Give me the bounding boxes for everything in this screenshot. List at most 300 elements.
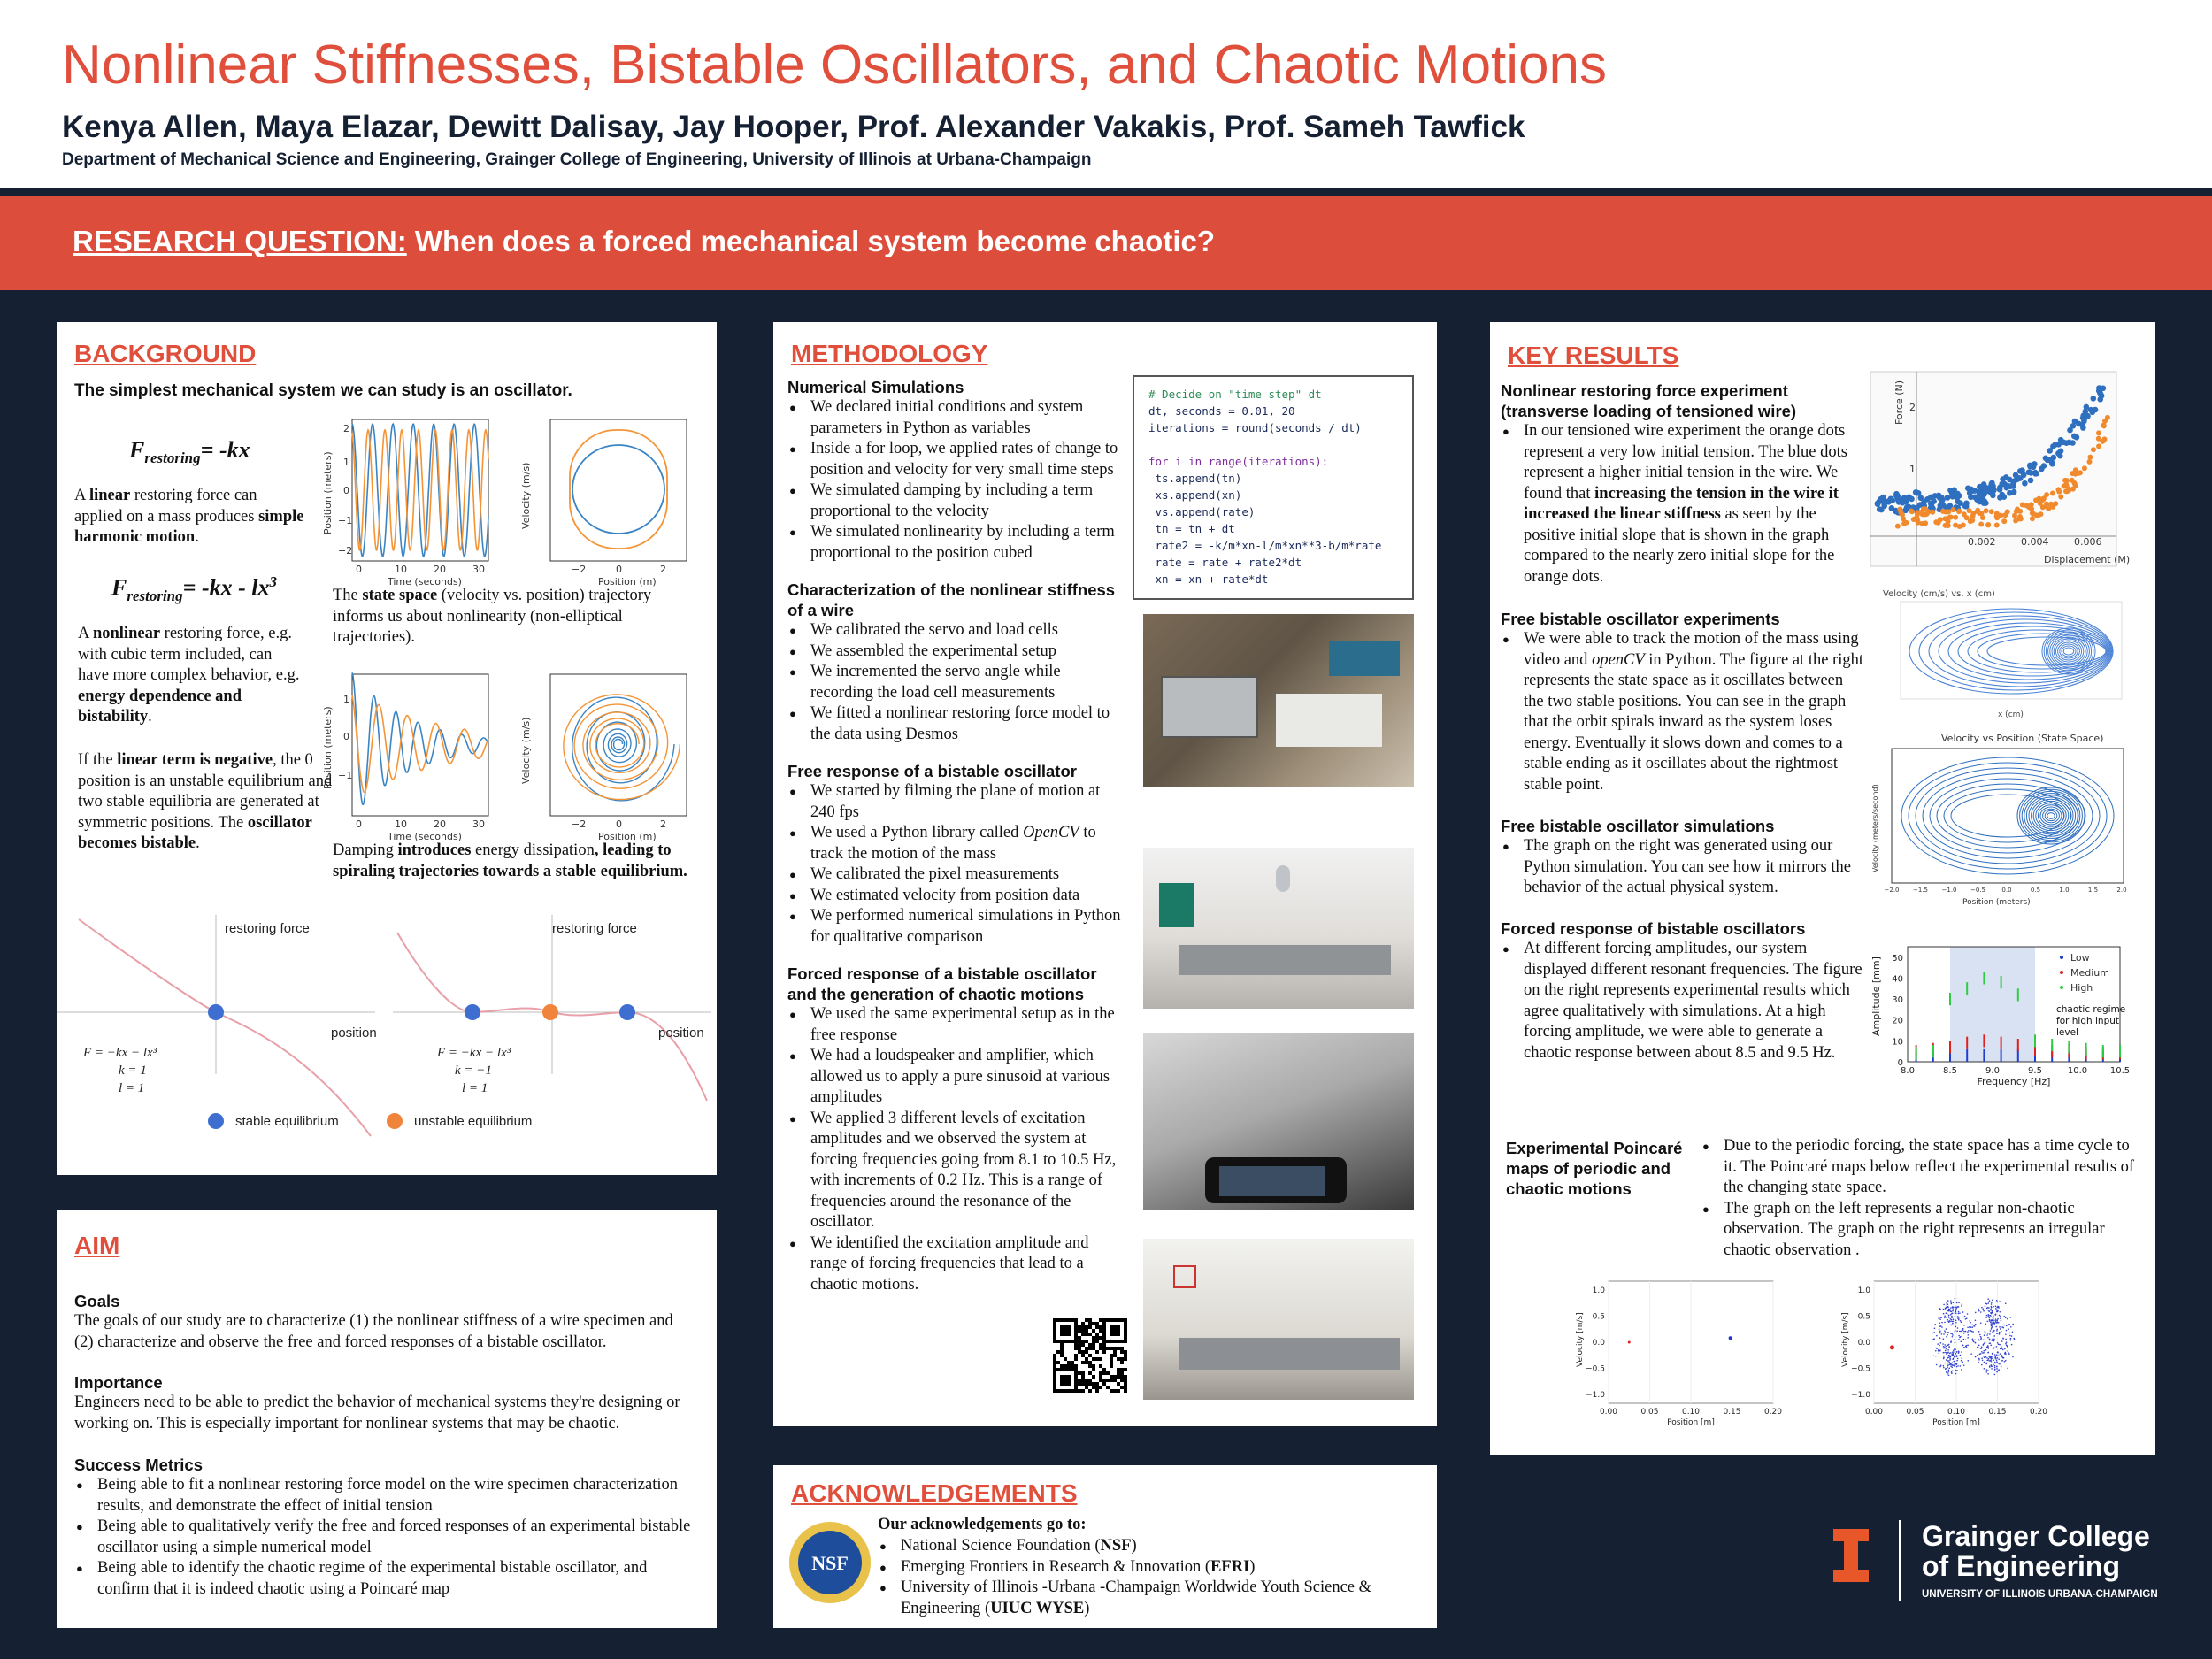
data-point	[1950, 1325, 1952, 1326]
qr-module	[1071, 1364, 1074, 1368]
data-point	[1959, 1337, 1961, 1339]
data-point	[1939, 1353, 1940, 1355]
qr-module	[1106, 1347, 1110, 1350]
svg-text:10: 10	[395, 818, 407, 830]
data-point	[2010, 1317, 2012, 1318]
qr-module	[1085, 1325, 1088, 1329]
qr-module	[1085, 1333, 1088, 1336]
list-item: ● The graph on the right was generated using our Python simulation. You can see how it mirrors the behavior of the actual physical system.	[1501, 836, 1863, 899]
linear-force-plot	[57, 915, 375, 1136]
svg-text:0: 0	[356, 564, 362, 575]
data-point	[1986, 1317, 1988, 1318]
data-point	[1909, 508, 1914, 513]
data-point	[1945, 1368, 1947, 1370]
data-point	[2070, 478, 2075, 483]
qr-module	[1117, 1371, 1120, 1375]
svg-text:l = 1: l = 1	[462, 1081, 488, 1095]
data-point	[1941, 1322, 1943, 1324]
data-point	[1939, 1325, 1941, 1327]
svg-text:0: 0	[616, 818, 622, 830]
chaotic-band	[1950, 947, 2035, 1062]
list-item: ● We used a Python library called OpenCV to track the motion of the mass	[787, 823, 1124, 864]
data-point	[1946, 1348, 1947, 1349]
data-point	[1981, 1351, 1983, 1353]
bistable-oscillator-photo	[1143, 848, 1414, 1009]
data-point	[1957, 1327, 1959, 1329]
qr-module	[1092, 1357, 1095, 1361]
y-tick-label: −0.5	[1851, 1364, 1870, 1374]
data-point	[1971, 1324, 1973, 1325]
data-point	[2012, 513, 2017, 518]
data-point	[2091, 447, 2096, 452]
data-point	[2071, 434, 2078, 440]
svg-text:Position (m): Position (m)	[598, 576, 657, 588]
qr-module	[1078, 1389, 1081, 1393]
data-point	[2101, 436, 2107, 442]
data-point	[1961, 1305, 1962, 1307]
data-point	[1947, 1332, 1949, 1333]
svg-text:−1: −1	[338, 515, 353, 526]
data-point	[1954, 1365, 1955, 1367]
data-point	[1932, 1333, 1933, 1334]
data-point	[1991, 1364, 1993, 1366]
list-item: ● Emerging Frontiers in Research & Innovation (EFRI)	[878, 1557, 1417, 1578]
data-point	[1951, 1317, 1953, 1318]
qr-module	[1120, 1357, 1124, 1361]
svg-text:Position (meters): Position (meters)	[322, 706, 334, 789]
svg-text:Position (meters): Position (meters)	[322, 451, 334, 534]
data-point	[1986, 1369, 1988, 1371]
methodology-list	[787, 1004, 1124, 1295]
qr-module	[1078, 1343, 1081, 1347]
data-point	[1909, 496, 1915, 503]
qr-module	[1064, 1364, 1067, 1368]
qr-module	[1088, 1333, 1092, 1336]
svg-text:Time (seconds): Time (seconds)	[388, 576, 462, 588]
data-point	[1990, 1345, 1992, 1347]
data-point	[2064, 483, 2070, 488]
methodology-subheading: Forced response of a bistable oscillator and the generation of chaotic motions	[787, 964, 1097, 1003]
data-point	[1947, 1372, 1949, 1374]
force-displacement-chart	[1870, 372, 2131, 568]
data-point	[1958, 1313, 1960, 1315]
qr-module	[1071, 1361, 1074, 1364]
qr-module	[1081, 1333, 1085, 1336]
data-point	[1944, 1317, 1946, 1318]
data-point	[1979, 511, 1985, 516]
legend-marker	[2060, 956, 2063, 959]
data-point	[1930, 510, 1935, 515]
data-point	[1963, 1333, 1965, 1334]
data-point	[1985, 522, 1991, 527]
data-point	[2001, 1346, 2002, 1348]
data-point	[1994, 1369, 1996, 1371]
data-point	[1981, 1346, 1983, 1348]
data-point	[1936, 1335, 1938, 1337]
data-point	[1953, 1350, 1955, 1352]
data-point	[1943, 1309, 1945, 1310]
background-heading: BACKGROUND	[74, 340, 257, 367]
data-point	[2002, 1349, 2004, 1351]
data-point	[1956, 1363, 1958, 1364]
damped-state-plot	[518, 669, 695, 846]
svg-text:Displacement (M): Displacement (M)	[2044, 554, 2131, 565]
qr-module	[1056, 1361, 1060, 1364]
data-point	[1981, 1357, 1983, 1359]
data-point	[1989, 1319, 1991, 1321]
data-point	[1956, 1331, 1958, 1333]
data-point	[1989, 1317, 1991, 1318]
data-point	[1985, 1349, 1987, 1351]
data-point	[1961, 1369, 1962, 1371]
data-point	[1932, 1339, 1934, 1340]
data-point	[1948, 1310, 1950, 1312]
data-point	[1997, 487, 2003, 493]
methodology-list	[787, 397, 1124, 564]
data-point	[1985, 1331, 1986, 1333]
data-point	[2008, 1324, 2010, 1325]
qr-module	[1088, 1347, 1092, 1350]
data-point	[1989, 1339, 1991, 1340]
qr-module	[1081, 1322, 1085, 1325]
data-point	[1983, 1356, 1985, 1357]
data-point	[1933, 1356, 1935, 1357]
success-heading: Success Metrics	[74, 1455, 204, 1474]
code-snippet	[1133, 375, 1414, 600]
data-point	[1950, 1333, 1952, 1334]
qr-module	[1099, 1336, 1102, 1340]
y-tick-label: 1.0	[1592, 1286, 1605, 1295]
data-point	[1990, 1330, 1992, 1332]
data-point	[1951, 1364, 1953, 1366]
data-point	[1946, 1353, 1947, 1355]
data-point	[1962, 1363, 1963, 1364]
x-tick-label: 0.15	[1988, 1408, 2007, 1417]
y-axis-label: Amplitude [mm]	[1870, 956, 1882, 1036]
goals-heading: Goals	[74, 1292, 120, 1310]
data-point	[1993, 1317, 1994, 1319]
data-point	[1952, 1353, 1954, 1355]
data-point	[1980, 1311, 1982, 1313]
data-point	[2003, 1357, 2005, 1359]
qr-module	[1081, 1343, 1085, 1347]
data-point	[1939, 1337, 1941, 1339]
data-point	[1943, 1365, 1945, 1367]
qr-module	[1081, 1325, 1085, 1329]
chaos-annotation: level	[2056, 1027, 2078, 1038]
data-point	[2041, 495, 2047, 501]
amplitude-frequency-chart	[1869, 941, 2134, 1092]
data-point	[1965, 1318, 1967, 1320]
qr-module	[1085, 1357, 1088, 1361]
negative-term-text: If the linear term is negative, the 0 position is an unstable equilibrium and two stable equilibria are generated at symmetric positions. The oscillator becomes bistable.	[78, 751, 333, 852]
data-point	[1986, 1334, 1988, 1336]
svg-text:restoring force: restoring force	[225, 921, 310, 936]
data-point	[1943, 1346, 1945, 1348]
data-point	[1961, 1357, 1962, 1359]
research-question	[73, 225, 1215, 258]
data-point	[2000, 476, 2006, 482]
tick-label: −2.0	[1884, 887, 1900, 894]
data-point	[2008, 483, 2014, 489]
y-axis-label: Velocity [m/s]	[1841, 1312, 1850, 1367]
qr-module	[1078, 1340, 1081, 1343]
data-point	[2088, 407, 2094, 413]
svg-text:l = 1: l = 1	[119, 1081, 145, 1095]
svg-text:30: 30	[472, 818, 485, 830]
data-point	[1955, 498, 1961, 504]
y-tick-label: −1.0	[1586, 1391, 1605, 1400]
y-tick-label: −1.0	[1851, 1391, 1870, 1400]
data-point	[1996, 1321, 1998, 1323]
data-point	[1991, 1313, 1993, 1315]
data-point	[1999, 1344, 2001, 1346]
data-point	[1957, 1316, 1959, 1317]
department-line: Department of Mechanical Science and Engineering, Grainger College of Engineering, University of Illinois at Urbana-Champaign	[62, 150, 1092, 169]
data-point	[2007, 1347, 2008, 1348]
data-point	[1946, 1346, 1947, 1348]
data-point	[1924, 511, 1930, 517]
data-point	[1993, 1363, 1994, 1365]
data-point	[1990, 1308, 1992, 1310]
list-item: ● We calibrated the servo and load cells	[787, 620, 1124, 641]
data-point	[1896, 499, 1902, 505]
data-point	[2006, 1325, 2008, 1327]
qr-module	[1102, 1371, 1106, 1375]
data-point	[1985, 1363, 1987, 1365]
data-point	[1991, 1327, 1993, 1329]
data-point	[1947, 1371, 1949, 1372]
x-axis-label: Position [m]	[1932, 1418, 1980, 1427]
y-tick-label: 1.0	[1857, 1286, 1870, 1295]
qr-module	[1078, 1347, 1081, 1350]
data-point	[1994, 1363, 1996, 1364]
tick-label: 0.0	[2001, 887, 2012, 894]
data-point	[1958, 1351, 1960, 1353]
data-point	[2050, 491, 2055, 496]
data-point	[1949, 1309, 1951, 1310]
data-point	[1980, 1337, 1982, 1339]
data-point	[1947, 1363, 1949, 1364]
data-point	[1990, 1316, 1992, 1317]
data-point	[1944, 1363, 1946, 1364]
data-point	[2000, 1328, 2001, 1330]
legend-marker	[2060, 986, 2063, 989]
data-point	[1955, 1348, 1956, 1350]
data-point	[1987, 1370, 1989, 1371]
data-point	[1955, 1306, 1957, 1308]
y-tick-label: 0.5	[1592, 1312, 1605, 1322]
y-tick-label: 50	[1892, 953, 1903, 964]
qr-finder	[1110, 1325, 1120, 1336]
x-axis-label: Frequency [Hz]	[1977, 1076, 2051, 1087]
data-point	[1978, 1358, 1980, 1360]
qr-module	[1085, 1340, 1088, 1343]
qr-module	[1088, 1318, 1092, 1322]
data-point	[1913, 489, 1919, 495]
code-line: dt, seconds = 0.01, 20	[1148, 404, 1295, 418]
data-point	[1991, 1302, 1993, 1303]
qr-module	[1078, 1329, 1081, 1333]
list-item: ● We simulated nonlinearity by including a term proportional to the position cubed	[787, 522, 1124, 564]
qr-module	[1099, 1386, 1102, 1389]
data-point	[1997, 1301, 1999, 1302]
qr-code[interactable]	[1053, 1318, 1127, 1393]
ack-list	[878, 1536, 1417, 1619]
methodology-panel	[773, 322, 1437, 1426]
qr-module	[1081, 1389, 1085, 1393]
svg-text:30: 30	[472, 564, 485, 575]
data-point	[2017, 475, 2024, 481]
data-point	[1958, 1319, 1960, 1321]
data-point	[2087, 455, 2093, 460]
data-point	[1888, 495, 1894, 502]
data-point	[2002, 1327, 2004, 1329]
data-point	[2087, 459, 2093, 465]
qr-module	[1081, 1329, 1085, 1333]
code-line	[1148, 436, 1398, 453]
x-tick-label: 9.0	[1985, 1066, 2000, 1076]
data-point	[1991, 1368, 1993, 1370]
y-axis-label: Velocity [m/s]	[1576, 1312, 1585, 1367]
data-point	[2012, 1331, 2014, 1333]
data-point	[1949, 1353, 1951, 1355]
qr-module	[1074, 1364, 1078, 1368]
data-point	[1984, 1362, 1985, 1363]
x-tick-label: 10.0	[2067, 1066, 2088, 1076]
nonlinear-formula: $F_{restoring}= -kx - lx^3$	[111, 573, 277, 604]
data-point	[1994, 522, 2000, 527]
data-point	[1987, 1373, 1989, 1375]
y-tick-label: 0.5	[1857, 1312, 1870, 1322]
svg-text:2: 2	[343, 423, 349, 434]
poincare-periodic-chart	[1570, 1278, 1791, 1437]
data-point	[1945, 1332, 1947, 1333]
data-point	[1988, 1358, 1990, 1360]
qr-module	[1110, 1354, 1113, 1357]
data-point	[2052, 442, 2058, 448]
data-point	[1939, 1366, 1941, 1368]
data-point	[1980, 1322, 1982, 1324]
data-point	[1963, 1364, 1965, 1366]
data-point	[1989, 1300, 1991, 1302]
data-point	[1983, 1343, 1985, 1345]
data-point	[1990, 1315, 1992, 1317]
data-point	[1943, 1356, 1945, 1357]
data-point	[1960, 1365, 1962, 1367]
data-point	[1881, 501, 1887, 507]
methodology-list	[787, 620, 1124, 745]
data-point	[1985, 1323, 1986, 1325]
qr-module	[1117, 1375, 1120, 1379]
data-point	[2011, 1335, 2013, 1337]
qr-module	[1099, 1375, 1102, 1379]
data-point	[2063, 440, 2070, 446]
list-item: ● Being able to qualitatively verify the free and forced responses of an experimental bistable oscillator using a simple numerical model	[74, 1517, 694, 1558]
svg-text:20: 20	[434, 564, 446, 575]
data-point	[1944, 1315, 1946, 1317]
data-point	[2041, 463, 2047, 469]
data-point	[2091, 396, 2097, 402]
data-point	[1947, 515, 1953, 520]
data-point	[2009, 1339, 2011, 1340]
data-point	[2001, 1356, 2003, 1358]
qr-module	[1056, 1350, 1060, 1354]
methodology-subheading: Numerical Simulations	[787, 378, 964, 396]
data-point	[1992, 1357, 1993, 1359]
data-point	[1993, 1335, 1995, 1337]
qr-module	[1095, 1325, 1099, 1329]
data-point	[1943, 1333, 1945, 1335]
data-point	[1995, 1326, 1997, 1328]
data-point	[2005, 1360, 2007, 1362]
data-point	[2044, 502, 2049, 507]
qr-module	[1099, 1364, 1102, 1368]
data-point	[1988, 1310, 1990, 1312]
data-point	[1953, 1339, 1955, 1340]
data-point	[1975, 1356, 1977, 1358]
data-point	[1951, 1313, 1953, 1315]
data-point	[1952, 493, 1958, 499]
x-tick-label: 0.20	[1763, 1408, 1783, 1417]
data-point	[1952, 1308, 1954, 1310]
data-point	[1993, 1339, 1994, 1340]
data-point	[1957, 1317, 1959, 1319]
qr-finder	[1060, 1325, 1071, 1336]
qr-module	[1110, 1375, 1113, 1379]
data-point	[1974, 1340, 1976, 1341]
data-point	[1993, 1330, 1995, 1332]
qr-module	[1124, 1379, 1127, 1382]
qr-module	[1120, 1350, 1124, 1354]
qr-module	[1067, 1361, 1071, 1364]
data-point	[1988, 1356, 1990, 1357]
data-point	[1967, 508, 1972, 513]
qr-module	[1078, 1350, 1081, 1354]
data-point	[1954, 1356, 1955, 1358]
data-point	[1939, 1331, 1941, 1333]
x-tick-label: 0.20	[2029, 1408, 2048, 1417]
data-point	[1996, 1362, 1998, 1363]
svg-text:NSF: NSF	[811, 1552, 849, 1574]
x-tick-label: 0.10	[1681, 1408, 1701, 1417]
data-point	[1996, 1346, 1998, 1348]
qr-module	[1085, 1329, 1088, 1333]
qr-module	[1092, 1375, 1095, 1379]
data-point	[1961, 522, 1966, 527]
qr-module	[1060, 1364, 1064, 1368]
experimental-state-space-chart	[1865, 588, 2131, 720]
data-point	[1939, 1349, 1941, 1351]
tick-label: 0.5	[2030, 887, 2041, 894]
qr-module	[1088, 1343, 1092, 1347]
qr-module	[1067, 1364, 1071, 1368]
data-point	[1994, 1365, 1996, 1367]
data-point	[1947, 1373, 1948, 1375]
svg-text:restoring force: restoring force	[552, 921, 637, 936]
result-subheading: Free bistable oscillator simulations	[1501, 817, 1775, 835]
svg-text:0.002: 0.002	[1968, 536, 1996, 548]
qr-module	[1124, 1382, 1127, 1386]
list-item: ● Being able to fit a nonlinear restoring force model on the wire specimen characterization results, and demonstrate the effect of initial tension	[74, 1475, 694, 1517]
qr-module	[1060, 1347, 1064, 1350]
data-point	[2076, 421, 2082, 427]
qr-module	[1092, 1386, 1095, 1389]
data-point	[1963, 1347, 1965, 1348]
data-point	[1968, 1334, 1970, 1336]
qr-module	[1088, 1382, 1092, 1386]
legend-marker	[2060, 971, 2063, 974]
